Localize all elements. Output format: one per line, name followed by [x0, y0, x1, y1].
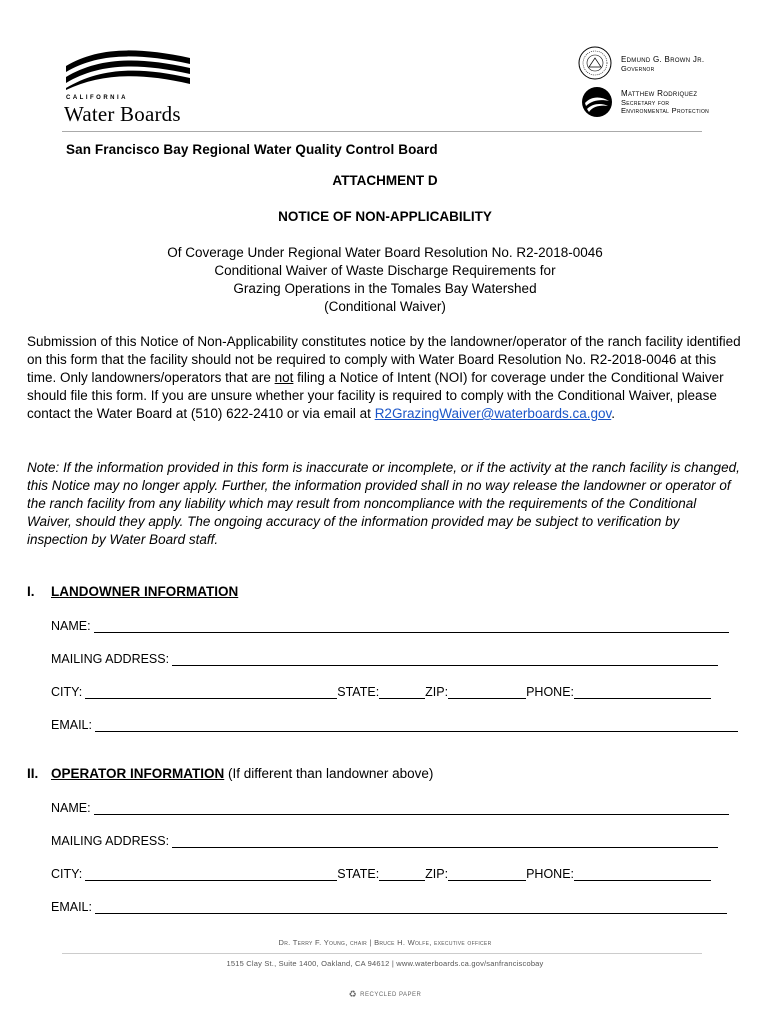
name-label: NAME: [51, 619, 91, 633]
address-label: MAILING ADDRESS: [51, 652, 170, 666]
secretary-title-1: Secretary for [621, 97, 670, 107]
landowner-address-row [51, 650, 718, 666]
logo-state-text: CALIFORNIA [66, 95, 128, 101]
notice-title: NOTICE OF NON-APPLICABILITY [278, 209, 492, 224]
email-label: EMAIL: [51, 900, 92, 914]
operator-city-field[interactable] [85, 867, 337, 881]
landowner-city-row [51, 683, 711, 699]
california-seal-icon [578, 46, 612, 80]
footer-divider [62, 953, 702, 954]
governor-name: Edmund G. Brown Jr. [621, 55, 705, 64]
coverage-line: Conditional Waiver of Waste Discharge Requirements for [214, 263, 556, 278]
landowner-name-field[interactable] [94, 619, 729, 633]
operator-address-field[interactable] [172, 834, 718, 848]
section-operator-heading [27, 766, 433, 781]
operator-phone-field[interactable] [574, 867, 711, 881]
section-number: II. [27, 766, 39, 781]
intro-paragraph [27, 333, 743, 423]
email-label: EMAIL: [51, 718, 92, 732]
landowner-name-row [51, 617, 729, 633]
name-label: NAME: [51, 801, 91, 815]
board-title: San Francisco Bay Regional Water Quality Control Board [66, 142, 438, 157]
intro-text-b: filing a Notice of Intent (NOI) for coverage under the Conditional Waiver should file this form. If you are unsure whether your facility is required to comply with the Conditional Waiver, please contact the Water Board at (510) 622-2410 or via email at [27, 370, 724, 421]
recycled-label: RECYCLED PAPER [360, 992, 422, 999]
city-label: CITY: [51, 867, 83, 881]
landowner-phone-field[interactable] [574, 685, 711, 699]
governor-title: Governor [621, 63, 655, 73]
state-label: STATE: [337, 867, 380, 881]
secretary-name: Matthew Rodriquez [621, 89, 698, 98]
operator-state-field[interactable] [379, 867, 425, 881]
section-number: I. [27, 584, 35, 599]
operator-name-field[interactable] [94, 801, 729, 815]
intro-text-a: Submission of this Notice of Non-Applicability constitutes notice by the landowner/operator of the ranch facility identified on this form that the facility should not be required to comply with Water Board Resolution No. R2-2018-0046 at this time. Only landowners/operators that are [27, 334, 741, 385]
note-paragraph: Note: If the information provided in this form is inaccurate or incomplete, or if the activity at the ranch facility is changed, this Notice may no longer apply. Further, the information provided shall in no way release the landowner or operator of the ranch facility from any liability which may result from noncompliance with the requirements of the Conditional Waiver, should they apply. The ongoing accuracy of the information provided may be subject to verification by inspection by Water Board staff. [27, 460, 740, 547]
operator-name-row [51, 799, 729, 815]
secretary-block [621, 90, 709, 116]
landowner-email-field[interactable] [95, 718, 738, 732]
address-label: MAILING ADDRESS: [51, 834, 170, 848]
intro-end: . [611, 406, 615, 421]
footer-officers: Dr. Terry F. Young, chair | Bruce H. Wolfe, executive officer [278, 938, 492, 947]
operator-zip-field[interactable] [448, 867, 526, 881]
recycle-icon: ♻ [348, 989, 358, 999]
attachment-label: ATTACHMENT D [332, 173, 438, 188]
water-waves-icon [64, 44, 192, 90]
landowner-address-field[interactable] [172, 652, 718, 666]
operator-city-row [51, 865, 711, 881]
zip-label: ZIP: [425, 867, 449, 881]
section-landowner-heading [27, 584, 238, 599]
section-title: LANDOWNER INFORMATION [51, 584, 239, 599]
operator-email-row [51, 898, 727, 914]
landowner-state-field[interactable] [379, 685, 425, 699]
footer-address: 1515 Clay St., Suite 1400, Oakland, CA 94612 | www.waterboards.ca.gov/sanfranciscobay [226, 959, 544, 968]
landowner-zip-field[interactable] [448, 685, 526, 699]
water-boards-logo [62, 44, 197, 124]
section-subtitle: (If different than landowner above) [224, 766, 434, 781]
coverage-line: (Conditional Waiver) [324, 299, 446, 314]
coverage-block [0, 244, 770, 316]
landowner-email-row [51, 716, 738, 732]
operator-address-row [51, 832, 718, 848]
state-label: STATE: [337, 685, 380, 699]
section-title: OPERATOR INFORMATION [51, 766, 225, 781]
governor-block [621, 56, 704, 73]
zip-label: ZIP: [425, 685, 449, 699]
email-link[interactable]: R2GrazingWaiver@waterboards.ca.gov [374, 406, 612, 421]
coverage-line: Of Coverage Under Regional Water Board Resolution No. R2-2018-0046 [167, 245, 603, 260]
logo-name-text: Water Boards [64, 102, 181, 126]
phone-label: PHONE: [526, 867, 575, 881]
intro-not-word: not [274, 370, 294, 385]
recycled-paper-note [0, 989, 770, 1000]
phone-label: PHONE: [526, 685, 575, 699]
secretary-title-2: Environmental Protection [621, 106, 710, 115]
header-divider [62, 131, 702, 132]
calepa-logo-icon [581, 86, 613, 118]
landowner-city-field[interactable] [85, 685, 337, 699]
operator-email-field[interactable] [95, 900, 727, 914]
coverage-line: Grazing Operations in the Tomales Bay Watershed [233, 281, 537, 296]
city-label: CITY: [51, 685, 83, 699]
